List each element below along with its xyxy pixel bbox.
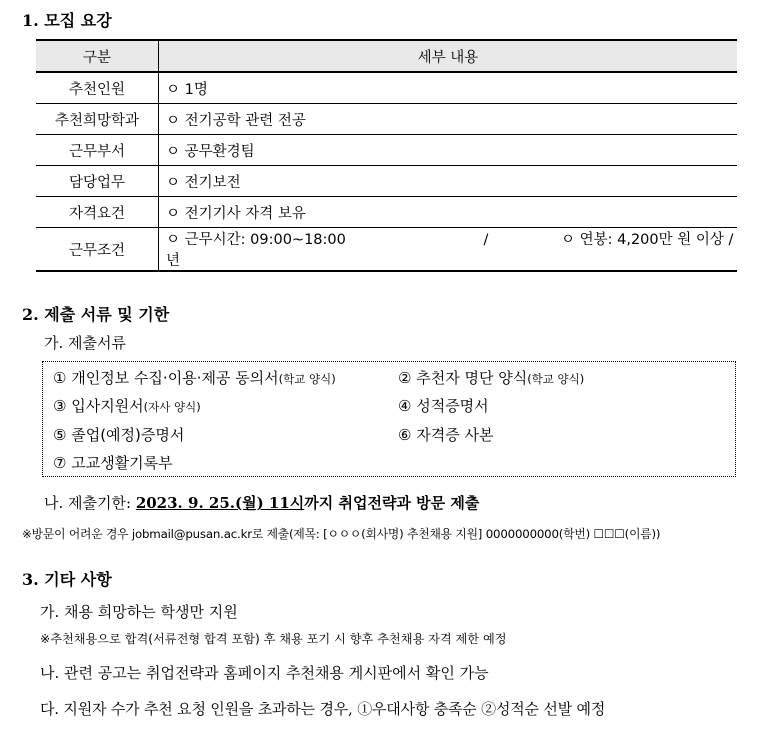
deadline-label: 나. 제출기한: <box>44 494 136 512</box>
header-category: 구분 <box>36 40 159 72</box>
table-row-conditions <box>36 228 737 272</box>
row-value: ㅇ 1명 <box>159 72 738 104</box>
row-value-conditions <box>159 228 738 272</box>
table-row <box>36 72 737 104</box>
deadline-date: 2023. 9. 25.(월) 11시 <box>135 494 305 512</box>
document-item <box>398 367 584 388</box>
row-category: 추천인원 <box>36 72 159 104</box>
row-value: ㅇ 공무환경팀 <box>159 135 738 166</box>
salary: ㅇ 연봉: 4,200만 원 이상 / 년 <box>166 232 734 269</box>
table-row <box>36 197 737 228</box>
document-note: (학교 양식) <box>527 372 585 386</box>
document-text: ③ 입사지원서 <box>53 397 144 415</box>
document-text: ④ 성적증명서 <box>398 397 489 415</box>
document-item <box>398 395 489 416</box>
document-text: ⑤ 졸업(예정)증명서 <box>53 426 185 444</box>
row-category: 자격요건 <box>36 197 159 228</box>
document-note: (학교 양식) <box>278 372 336 386</box>
row-value: ㅇ 전기보전 <box>159 166 738 197</box>
document-item <box>398 424 493 445</box>
row-category: 근무조건 <box>36 228 159 272</box>
table-row <box>36 135 737 166</box>
row-category: 추천희망학과 <box>36 104 159 135</box>
section1-title: 1. 모집 요강 <box>22 11 112 30</box>
row-value: ㅇ 전기공학 관련 전공 <box>159 104 738 135</box>
documents-subtitle: 가. 제출서류 <box>44 334 126 352</box>
table-row <box>36 104 737 135</box>
other-item-c: 다. 지원자 수가 추천 요청 인원을 초과하는 경우, ①우대사항 충족순 ②성적순 선발 예정 <box>40 700 606 718</box>
document-text: ⑥ 자격증 사본 <box>398 426 494 444</box>
header-details: 세부 내용 <box>159 40 738 72</box>
document-item <box>53 367 336 388</box>
other-item-b: 나. 관련 공고는 취업전략과 홈페이지 추천채용 게시판에서 확인 가능 <box>40 664 489 682</box>
work-hours: ㅇ 근무시간: 09:00~18:00 <box>166 232 346 248</box>
other-note-a: ※추천채용으로 합격(서류전형 합격 포함) 후 채용 포기 시 향후 추천채용 자격 제한 예정 <box>40 632 507 646</box>
table-row <box>36 166 737 197</box>
recruitment-table <box>36 39 737 272</box>
row-category: 근무부서 <box>36 135 159 166</box>
row-value: ㅇ 전기기사 자격 보유 <box>159 197 738 228</box>
row-category: 담당업무 <box>36 166 159 197</box>
document-note: (자사 양식) <box>143 400 201 414</box>
document-text: ⑦ 고교생활기록부 <box>53 454 173 472</box>
document-item <box>53 395 201 416</box>
deadline-rest: 까지 취업전략과 방문 제출 <box>304 494 480 512</box>
document-text: ② 추천자 명단 양식 <box>398 369 528 387</box>
document-text: ① 개인정보 수집·이용·제공 동의서 <box>53 369 279 387</box>
section3-title: 3. 기타 사항 <box>22 570 112 589</box>
table-header-row <box>36 40 737 72</box>
document-item <box>53 452 173 473</box>
section2-title: 2. 제출 서류 및 기한 <box>22 305 170 324</box>
other-item-a: 가. 채용 희망하는 학생만 지원 <box>40 603 238 621</box>
deadline-line <box>44 492 479 513</box>
document-item <box>53 424 184 445</box>
documents-box <box>42 361 736 477</box>
conditions-separator: / <box>483 232 489 248</box>
submission-note: ※방문이 어려운 경우 jobmail@pusan.ac.kr로 제출(제목: [ㅇㅇㅇ(회사명) 추천채용 지원] 0000000000(학번) ☐☐☐(이름)) <box>22 527 661 541</box>
